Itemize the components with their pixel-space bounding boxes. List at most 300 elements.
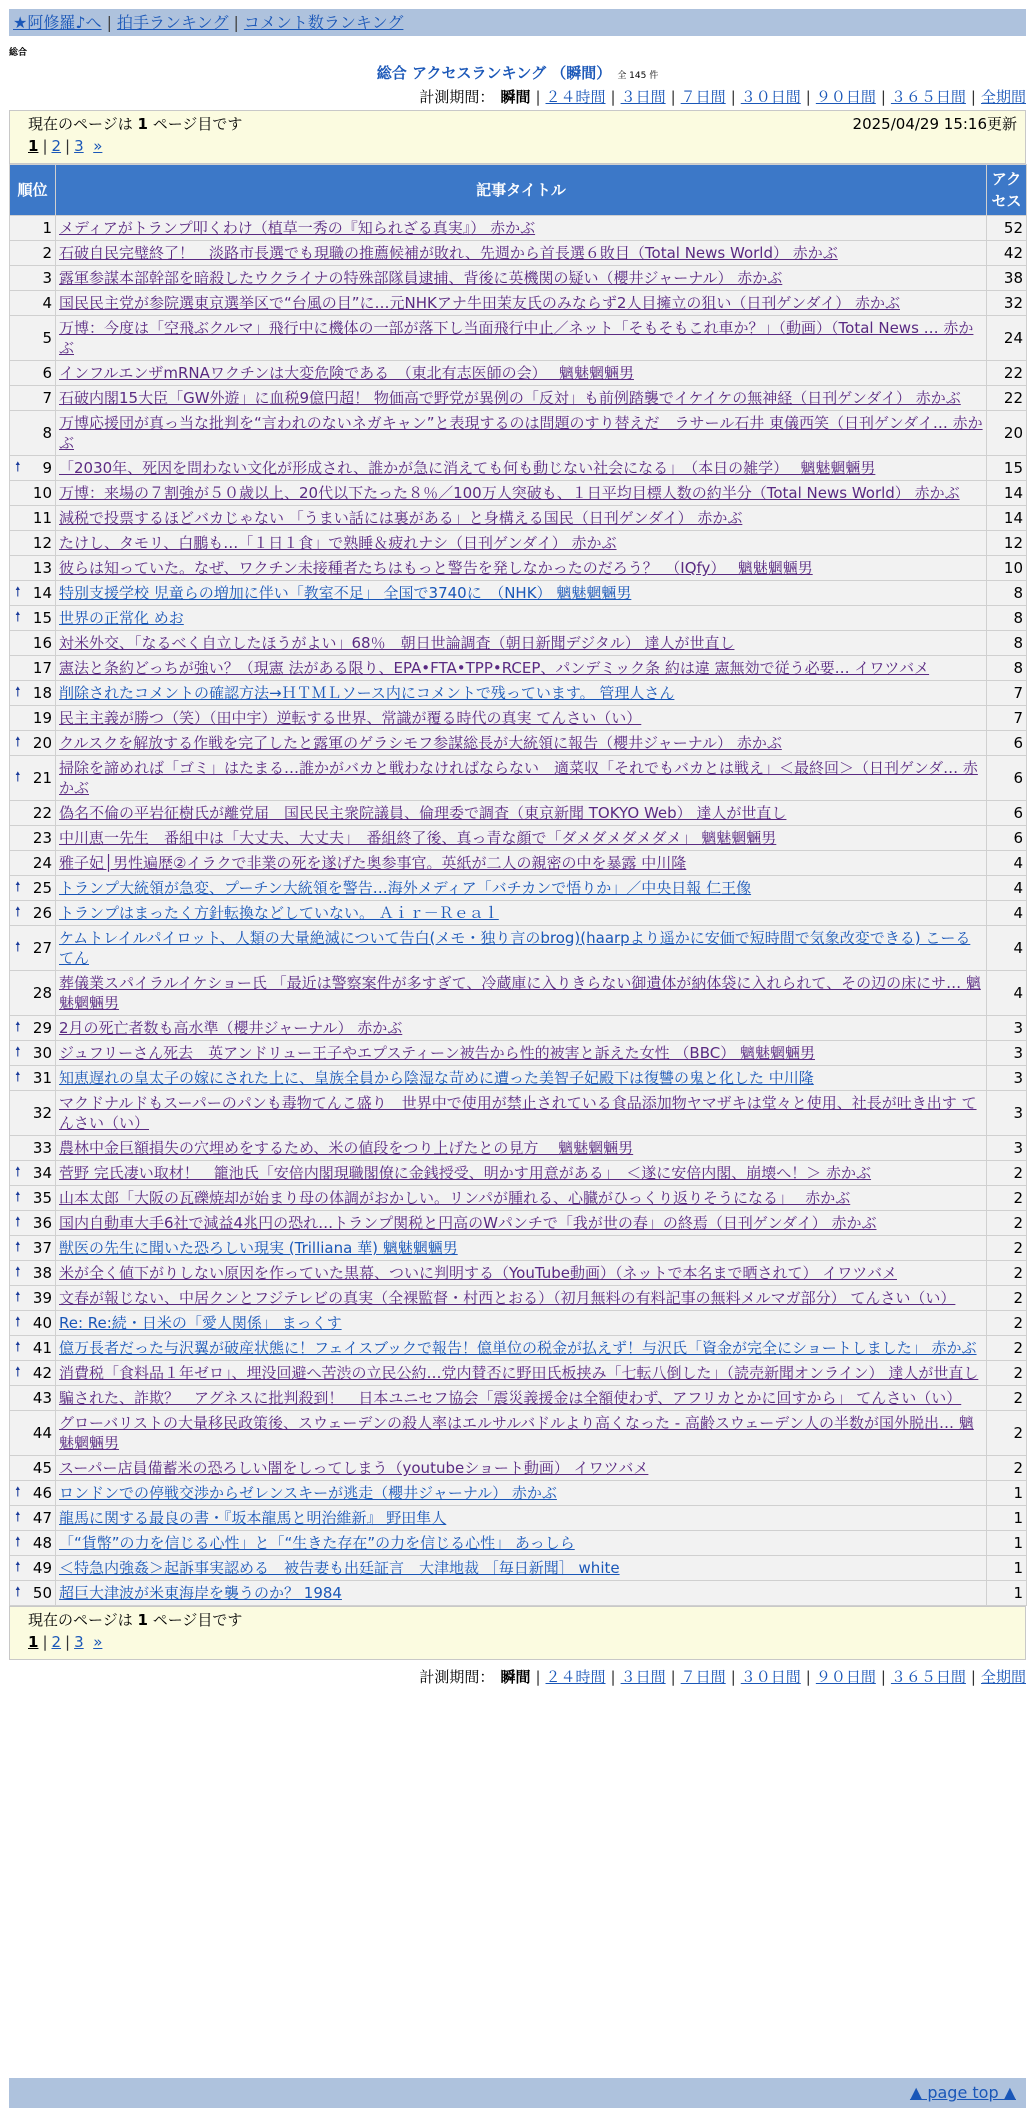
table-row bbox=[10, 851, 1027, 876]
period-separator: | bbox=[730, 88, 736, 106]
rank-cell bbox=[10, 386, 56, 411]
table-row bbox=[10, 1361, 1027, 1386]
access-count: 2 bbox=[987, 1386, 1027, 1411]
access-count: 4 bbox=[987, 876, 1027, 901]
rank-number: 46 bbox=[32, 1484, 52, 1502]
up-arrow-icon: 🠕 bbox=[15, 1510, 21, 1525]
table-row bbox=[10, 1531, 1027, 1556]
article-link[interactable]: 万博応援団が真っ当な批判を“言われのないネガキャン”と表現するのは問題のすり替えだ ラサール石井 東儀西笑（日刊ゲンダイ… 赤かぶ bbox=[59, 414, 983, 452]
title-cell bbox=[56, 411, 987, 456]
up-arrow-icon: 🠕 bbox=[15, 1585, 21, 1600]
access-count: 8 bbox=[987, 631, 1027, 656]
rank-number: 12 bbox=[32, 534, 52, 552]
table-row bbox=[10, 241, 1027, 266]
rank-cell bbox=[10, 1041, 56, 1066]
up-arrow-icon: 🠕 bbox=[15, 1045, 21, 1060]
access-count: 2 bbox=[987, 1361, 1027, 1386]
title-cell bbox=[56, 1136, 987, 1161]
page-title-text: 総合 アクセスランキング （瞬間） bbox=[376, 64, 612, 82]
access-count: 4 bbox=[987, 851, 1027, 876]
article-link[interactable]: 憲法と条約どっちが強い？（現憲 法がある限り、EPA•FTA•TPP•RCEP、パンデミック条 約は違 憲無効で従う必要… イワツバメ bbox=[59, 659, 930, 677]
period-link[interactable]: ３０日間 bbox=[740, 1668, 801, 1686]
access-count: 3 bbox=[987, 1041, 1027, 1066]
access-count: 6 bbox=[987, 801, 1027, 826]
article-link[interactable]: 特別支援学校 児童らの増加に伴い「教室不足」 全国で3740に （NHK） 魑魅魍魎男 bbox=[59, 584, 632, 602]
table-row bbox=[10, 316, 1027, 361]
title-cell bbox=[56, 241, 987, 266]
title-cell bbox=[56, 291, 987, 316]
period-separator: | bbox=[535, 88, 541, 106]
title-cell bbox=[56, 556, 987, 581]
current-page-post: ページ目です bbox=[152, 115, 243, 133]
up-arrow-icon: 🠕 bbox=[15, 1190, 21, 1205]
rank-number: 45 bbox=[32, 1459, 52, 1477]
period-link[interactable]: ３６５日間 bbox=[890, 88, 966, 106]
title-cell bbox=[56, 531, 987, 556]
article-link[interactable]: トランプ大統領が急変、プーチン大統領を警告…海外メディア「バチカンで悟りか」／中央日報 仁王像 bbox=[59, 879, 752, 897]
access-count: 14 bbox=[987, 481, 1027, 506]
title-cell bbox=[56, 826, 987, 851]
table-row bbox=[10, 1506, 1027, 1531]
rank-cell bbox=[10, 361, 56, 386]
rank-number: 11 bbox=[32, 509, 52, 527]
rank-cell bbox=[10, 1016, 56, 1041]
rank-cell bbox=[10, 1556, 56, 1581]
page-link[interactable]: 2 bbox=[51, 137, 62, 155]
page-info-bottom bbox=[9, 1606, 1026, 1660]
article-link[interactable]: 農林中金巨額損失の穴埋めをするため、米の値段をつり上げたとの見方 魑魅魍魎男 bbox=[59, 1139, 634, 1157]
title-cell bbox=[56, 316, 987, 361]
title-cell bbox=[56, 481, 987, 506]
page-separator: | bbox=[42, 137, 48, 155]
article-link[interactable]: 中川恵一先生 番組中は「大丈夫、大丈夫」 番組終了後、真っ青な顔で「ダメダメダメダメ」 魑魅魍魎男 bbox=[59, 829, 777, 847]
page-link[interactable]: 3 bbox=[74, 1633, 84, 1651]
article-link[interactable]: グローバリストの大量移民政策後、スウェーデンの殺人率はエルサルバドルより高くなった - 高齢スウェーデン人の半数が国外脱出… 魑魅魍魎男 bbox=[59, 1414, 974, 1452]
rank-number: 6 bbox=[42, 364, 52, 382]
title-cell bbox=[56, 851, 987, 876]
rank-number: 31 bbox=[32, 1069, 52, 1087]
title-cell bbox=[56, 1506, 987, 1531]
title-cell bbox=[56, 1016, 987, 1041]
ranking-table bbox=[9, 164, 1027, 1606]
rank-cell bbox=[10, 826, 56, 851]
table-row bbox=[10, 801, 1027, 826]
access-count: 2 bbox=[987, 1236, 1027, 1261]
article-link[interactable]: 彼らは知っていた。なぜ、ワクチン未接種者たちはもっと警告を発しなかったのだろう？ （IQfy） 魑魅魍魎男 bbox=[59, 559, 813, 577]
table-row bbox=[10, 1481, 1027, 1506]
title-cell bbox=[56, 1556, 987, 1581]
rank-cell bbox=[10, 1456, 56, 1481]
article-link[interactable]: スーパー店員備蓄米の恐ろしい闇をしってしまう（youtubeショート動画） イワツバメ bbox=[59, 1459, 649, 1477]
up-arrow-icon: 🠕 bbox=[15, 1485, 21, 1500]
rank-cell bbox=[10, 971, 56, 1016]
article-link[interactable]: 万博：今度は「空飛ぶクルマ」飛行中に機体の一部が落下し当面飛行中止／ネット「そもそもこれ車か？」（動画）（Total News … 赤かぶ bbox=[59, 319, 974, 357]
next-page-link[interactable]: » bbox=[93, 1633, 103, 1651]
page-link[interactable]: 2 bbox=[51, 1633, 62, 1651]
table-row bbox=[10, 1161, 1027, 1186]
rank-cell bbox=[10, 581, 56, 606]
rank-cell bbox=[10, 1211, 56, 1236]
period-link[interactable]: 全期間 bbox=[980, 1668, 1026, 1686]
period-current: 瞬間 bbox=[500, 88, 531, 106]
pagination-bottom bbox=[28, 1631, 1011, 1653]
title-cell bbox=[56, 1041, 987, 1066]
period-link[interactable]: ３６５日間 bbox=[890, 1668, 966, 1686]
rank-number: 47 bbox=[32, 1509, 52, 1527]
title-cell bbox=[56, 1161, 987, 1186]
title-cell bbox=[56, 656, 987, 681]
period-separator: | bbox=[730, 1668, 736, 1686]
rank-cell bbox=[10, 1236, 56, 1261]
period-separator: | bbox=[610, 1668, 616, 1686]
period-link[interactable]: ２４時間 bbox=[545, 88, 606, 106]
title-cell bbox=[56, 1481, 987, 1506]
access-count: 1 bbox=[987, 1556, 1027, 1581]
rank-number: 34 bbox=[32, 1164, 52, 1182]
rank-number: 44 bbox=[32, 1424, 52, 1442]
article-link[interactable]: 文春が報じない、中居クンとフジテレビの真実（全裸監督・村西とおる）（初月無料の有料記事の無料メルマガ部分） てんさい（い） bbox=[59, 1289, 956, 1307]
table-row bbox=[10, 1186, 1027, 1211]
rank-cell bbox=[10, 1311, 56, 1336]
period-link[interactable]: ３日間 bbox=[620, 1668, 666, 1686]
current-page-number: 1 bbox=[137, 115, 148, 133]
title-cell bbox=[56, 361, 987, 386]
article-link[interactable]: 万博：来場の７割強が５０歳以上、20代以下たった８％／100万人突破も、１日平均目標人数の約半分（Total News World） 赤かぶ bbox=[59, 484, 960, 502]
article-link[interactable]: 雅子妃│男性遍歴②イラクで非業の死を遂げた奥参事官。英紙が二人の親密の中を暴露 中川隆 bbox=[59, 854, 687, 872]
up-arrow-icon: 🠕 bbox=[15, 735, 21, 750]
footer-bar bbox=[9, 2078, 1026, 2108]
title-cell bbox=[56, 1336, 987, 1361]
rank-cell bbox=[10, 606, 56, 631]
article-link[interactable]: 山本太郎「大阪の瓦礫焼却が始まり母の体調がおかしい。リンパが腫れる、心臓がひっくり返りそうになる」 赤かぶ bbox=[59, 1189, 851, 1207]
article-link[interactable]: ＜特急内強姦＞起訴事実認める 被告妻も出廷証言 大津地裁 ［毎日新聞］ white bbox=[59, 1559, 620, 1577]
up-arrow-icon: 🠕 bbox=[15, 1535, 21, 1550]
rank-cell bbox=[10, 1531, 56, 1556]
rank-number: 36 bbox=[32, 1214, 52, 1232]
rank-number: 27 bbox=[32, 939, 52, 957]
article-link[interactable]: メディアがトランプ叩くわけ（植草一秀の『知られざる真実』） 赤かぶ bbox=[59, 219, 536, 237]
title-cell bbox=[56, 1091, 987, 1136]
access-count: 1 bbox=[987, 1581, 1027, 1606]
article-link[interactable]: たけし、タモリ、白鵬も…「１日１食」で熟睡＆疲れナシ（日刊ゲンダイ） 赤かぶ bbox=[59, 534, 617, 552]
up-arrow-icon: 🠕 bbox=[15, 1290, 21, 1305]
article-link[interactable]: インフルエンザmRNAワクチンは大変危険である （東北有志医師の会） 魑魅魍魎男 bbox=[59, 364, 634, 382]
access-count: 4 bbox=[987, 901, 1027, 926]
rank-cell bbox=[10, 291, 56, 316]
current-page-post: ページ目です bbox=[152, 1611, 243, 1629]
next-page-link[interactable]: » bbox=[93, 137, 103, 155]
table-row bbox=[10, 1411, 1027, 1456]
rank-column-header: 順位 bbox=[10, 165, 56, 216]
rank-cell bbox=[10, 851, 56, 876]
table-row bbox=[10, 216, 1027, 241]
rank-cell bbox=[10, 656, 56, 681]
period-separator: | bbox=[970, 1668, 976, 1686]
title-cell bbox=[56, 1211, 987, 1236]
period-link[interactable]: ３０日間 bbox=[740, 88, 801, 106]
access-count: 2 bbox=[987, 1336, 1027, 1361]
article-link[interactable]: 超巨大津波が米東海岸を襲うのか？ 1984 bbox=[59, 1584, 342, 1602]
rank-cell bbox=[10, 1066, 56, 1091]
article-link[interactable]: ロンドンでの停戦交渉からゼレンスキーが逃走（櫻井ジャーナル） 赤かぶ bbox=[59, 1484, 557, 1502]
table-row bbox=[10, 1261, 1027, 1286]
top-nav-bar bbox=[9, 9, 1026, 36]
article-link[interactable]: 葬儀業スパイラルイケショー氏 「最近は警察案件が多すぎて、冷蔵庫に入りきらない御遺体が納体袋に入れられて、その辺の床にサ… 魑魅魍魎男 bbox=[59, 974, 981, 1012]
period-link[interactable]: ９０日間 bbox=[815, 88, 876, 106]
title-cell bbox=[56, 706, 987, 731]
article-link[interactable]: 国内自動車大手6社で減益4兆円の恐れ…トランプ関税と円高のWパンチで「我が世の春」の終焉（日刊ゲンダイ） 赤かぶ bbox=[59, 1214, 877, 1232]
article-link[interactable]: トランプはまったく方針転換などしていない。 Ａｉｒ－Ｒｅａｌ bbox=[59, 904, 499, 922]
up-arrow-icon: 🠕 bbox=[15, 940, 21, 955]
rank-number: 42 bbox=[32, 1364, 52, 1382]
clap-ranking-link[interactable]: 拍手ランキング bbox=[116, 13, 229, 32]
rank-cell bbox=[10, 876, 56, 901]
rank-number: 23 bbox=[32, 829, 52, 847]
access-count: 7 bbox=[987, 681, 1027, 706]
table-row bbox=[10, 1556, 1027, 1581]
table-row bbox=[10, 926, 1027, 971]
access-count: 14 bbox=[987, 506, 1027, 531]
table-row bbox=[10, 826, 1027, 851]
table-row bbox=[10, 361, 1027, 386]
access-count: 20 bbox=[987, 411, 1027, 456]
access-count: 22 bbox=[987, 386, 1027, 411]
rank-cell bbox=[10, 706, 56, 731]
rank-cell bbox=[10, 481, 56, 506]
article-link[interactable]: 騙された、詐欺？ アグネスに批判殺到！ 日本ユニセフ協会「震災義援金は全額使わず、アフリカとかに回すから」 てんさい（い） bbox=[59, 1389, 962, 1407]
up-arrow-icon: 🠕 bbox=[15, 1165, 21, 1180]
access-count: 6 bbox=[987, 826, 1027, 851]
ranking-table-body bbox=[10, 216, 1027, 1606]
access-count: 1 bbox=[987, 1531, 1027, 1556]
article-link[interactable]: 民主主義が勝つ（笑）（田中宇）逆転する世界、常識が覆る時代の真実 てんさい（い） bbox=[59, 709, 642, 727]
table-header-row bbox=[10, 165, 1027, 216]
period-link[interactable]: 全期間 bbox=[980, 88, 1026, 106]
table-row bbox=[10, 1066, 1027, 1091]
period-link[interactable]: ７日間 bbox=[680, 88, 726, 106]
rank-number: 48 bbox=[32, 1534, 52, 1552]
table-row bbox=[10, 556, 1027, 581]
rank-cell bbox=[10, 456, 56, 481]
access-count: 8 bbox=[987, 581, 1027, 606]
access-count: 52 bbox=[987, 216, 1027, 241]
rank-number: 25 bbox=[32, 879, 52, 897]
title-cell bbox=[56, 1411, 987, 1456]
page-top-link[interactable]: ▲ page top ▲ bbox=[909, 2083, 1016, 2102]
article-link[interactable]: 知恵遅れの皇太子の嫁にされた上に、皇族全員から陰湿な苛めに遭った美智子妃殿下は復讐の鬼と化した 中川隆 bbox=[59, 1069, 814, 1087]
article-link[interactable]: 億万長者だった与沢翼が破産状態に！フェイスブックで報告！億単位の税金が払えず！与沢氏「資金が完全にショートしました」 赤かぶ bbox=[59, 1339, 977, 1357]
article-link[interactable]: 露軍参謀本部幹部を暗殺したウクライナの特殊部隊員逮捕、背後に英機関の疑い（櫻井ジャーナル） 赤かぶ bbox=[59, 269, 783, 287]
rank-number: 5 bbox=[42, 329, 52, 347]
article-link[interactable]: 対米外交、「なるべく自立したほうがよい」68％ 朝日世論調査（朝日新聞デジタル） 達人が世直し bbox=[59, 634, 735, 652]
rank-number: 13 bbox=[32, 559, 52, 577]
article-link[interactable]: 世界の正常化 めお bbox=[59, 609, 184, 627]
period-separator: | bbox=[970, 88, 976, 106]
access-count: 1 bbox=[987, 1506, 1027, 1531]
rank-number: 15 bbox=[32, 609, 52, 627]
table-row bbox=[10, 631, 1027, 656]
period-separator: | bbox=[805, 1668, 811, 1686]
article-link[interactable]: 掃除を諦めれば「ゴミ」はたまる…誰かがバカと戦わなければならない 適菜収「それでもバカとは戦え」＜最終回＞（日刊ゲンダ… 赤かぶ bbox=[59, 759, 978, 797]
updated-timestamp: 2025/04/29 15:16更新 bbox=[852, 115, 1017, 133]
period-link[interactable]: ７日間 bbox=[680, 1668, 726, 1686]
period-separator: | bbox=[670, 1668, 676, 1686]
table-row bbox=[10, 1211, 1027, 1236]
rank-number: 17 bbox=[32, 659, 52, 677]
rank-number: 41 bbox=[32, 1339, 52, 1357]
rank-number: 39 bbox=[32, 1289, 52, 1307]
article-link[interactable]: 菅野 完氏凄い取材！ 籠池氏「安倍内閣現職閣僚に金銭授受、明かす用意がある」 ＜遂に安倍内閣、崩壊へ！＞ 赤かぶ bbox=[59, 1164, 872, 1182]
article-link[interactable]: 龍馬に関する最良の書・『坂本龍馬と明治維新』 野田隼人 bbox=[59, 1509, 447, 1527]
article-link[interactable]: 消費税「食料品１年ゼロ」、埋没回避へ苦渋の立民公約…党内賛否に野田氏板挟み「七転八倒した」（読売新聞オンライン） 達人が世直し bbox=[59, 1364, 979, 1382]
access-count: 3 bbox=[987, 1136, 1027, 1161]
page-link[interactable]: 3 bbox=[74, 137, 84, 155]
rank-number: 37 bbox=[32, 1239, 52, 1257]
rank-cell bbox=[10, 1186, 56, 1211]
article-link[interactable]: 石破自民完璧終了！ 淡路市長選でも現職の推薦候補が敗れ、先週から首長選６敗目（Total News World） 赤かぶ bbox=[59, 244, 838, 262]
rank-number: 38 bbox=[32, 1264, 52, 1282]
title-cell bbox=[56, 876, 987, 901]
title-cell bbox=[56, 1456, 987, 1481]
table-row bbox=[10, 1091, 1027, 1136]
period-separator: | bbox=[805, 88, 811, 106]
table-row bbox=[10, 1311, 1027, 1336]
up-arrow-icon: 🠕 bbox=[15, 1560, 21, 1575]
rank-number: 7 bbox=[42, 389, 52, 407]
title-cell bbox=[56, 731, 987, 756]
article-link[interactable]: 2月の死亡者数も高水準（櫻井ジャーナル） 赤かぶ bbox=[59, 1019, 403, 1037]
rank-cell bbox=[10, 316, 56, 361]
rank-cell bbox=[10, 1506, 56, 1531]
rank-number: 43 bbox=[32, 1389, 52, 1407]
article-link[interactable]: ジュフリーさん死去 英アンドリュー王子やエプスティーン被告から性的被害と訴えた女性 （BBC） 魑魅魍魎男 bbox=[59, 1044, 815, 1062]
article-link[interactable]: 石破内閣15大臣「GW外遊」に血税9億円超！ 物価高で野党が異例の「反対」も前例踏襲でイケイケの無神経（日刊ゲンダイ） 赤かぶ bbox=[59, 389, 961, 407]
up-arrow-icon: 🠕 bbox=[15, 1265, 21, 1280]
period-link[interactable]: ９０日間 bbox=[815, 1668, 876, 1686]
title-cell bbox=[56, 581, 987, 606]
table-row bbox=[10, 971, 1027, 1016]
article-link[interactable]: 「2030年、死因を問わない文化が形成され、誰かが急に消えても何も動じない社会になる」 （本日の雑学） 魑魅魍魎男 bbox=[59, 459, 876, 477]
period-link[interactable]: ２４時間 bbox=[545, 1668, 606, 1686]
article-link[interactable]: ケムトレイルパイロット、人類の大量絶滅について告白(メモ・独り言のbrog)(haarpより遥かに安価で短時間で気象改変できる) こーるてん bbox=[59, 929, 971, 967]
rank-number: 1 bbox=[42, 219, 52, 237]
article-link[interactable]: クルスクを解放する作戦を完了したと露軍のゲラシモフ参謀総長が大統領に報告（櫻井ジャーナル） 赤かぶ bbox=[59, 734, 782, 752]
up-arrow-icon: 🠕 bbox=[15, 1340, 21, 1355]
up-arrow-icon: 🠕 bbox=[15, 460, 21, 475]
table-row bbox=[10, 681, 1027, 706]
table-row bbox=[10, 606, 1027, 631]
period-separator: | bbox=[610, 88, 616, 106]
article-link[interactable]: 削除されたコメントの確認方法→ＨＴＭＬソース内にコメントで残っています。 管理人さん bbox=[59, 684, 675, 702]
rank-cell bbox=[10, 266, 56, 291]
comment-ranking-link[interactable]: コメント数ランキング bbox=[243, 13, 404, 32]
rank-number: 22 bbox=[32, 804, 52, 822]
article-link[interactable]: 米が全く値下がりしない原因を作っていた黒幕、ついに判明する（YouTube動画）（ネットで本名まで晒されて） イワツバメ bbox=[59, 1264, 897, 1282]
period-selector-top bbox=[419, 86, 1026, 107]
table-row bbox=[10, 1386, 1027, 1411]
rank-number: 3 bbox=[42, 269, 52, 287]
up-arrow-icon: 🠕 bbox=[15, 1315, 21, 1330]
pagination-top bbox=[28, 135, 1011, 157]
title-cell bbox=[56, 971, 987, 1016]
title-cell bbox=[56, 216, 987, 241]
rank-number: 40 bbox=[32, 1314, 52, 1332]
title-cell bbox=[56, 1066, 987, 1091]
access-count: 7 bbox=[987, 706, 1027, 731]
rank-cell bbox=[10, 556, 56, 581]
rank-cell bbox=[10, 756, 56, 801]
title-cell bbox=[56, 456, 987, 481]
table-row bbox=[10, 531, 1027, 556]
rank-number: 26 bbox=[32, 904, 52, 922]
access-count: 4 bbox=[987, 971, 1027, 1016]
table-row bbox=[10, 581, 1027, 606]
item-count: 全 145 件 bbox=[617, 71, 659, 81]
period-separator: | bbox=[880, 88, 886, 106]
rank-number: 29 bbox=[32, 1019, 52, 1037]
up-arrow-icon: 🠕 bbox=[15, 880, 21, 895]
access-count: 22 bbox=[987, 361, 1027, 386]
rank-number: 35 bbox=[32, 1189, 52, 1207]
page-current: 1 bbox=[28, 137, 39, 155]
article-link[interactable]: マクドナルドもスーパーのパンも毒物てんこ盛り 世界中で使用が禁止されている食品添加物ヤマザキは堂々と使用、社長が吐き出す てんさい（い） bbox=[59, 1094, 977, 1132]
article-link[interactable]: 偽名不倫の平岩征樹氏が離党届 国民民主衆院議員、倫理委で調査（東京新聞 TOKYO Web） 達人が世直し bbox=[59, 804, 787, 822]
period-current: 瞬間 bbox=[500, 1668, 531, 1686]
rank-number: 4 bbox=[42, 294, 52, 312]
table-row bbox=[10, 1286, 1027, 1311]
article-link[interactable]: Re: Re:続・日米の「愛人関係」 まっくす bbox=[59, 1314, 342, 1332]
article-link[interactable]: 「“貨幣”の力を信じる心性」と「“生きた存在”の力を信じる心性」 あっしら bbox=[59, 1534, 575, 1552]
access-count: 6 bbox=[987, 756, 1027, 801]
rank-cell bbox=[10, 1361, 56, 1386]
current-page-number: 1 bbox=[137, 1611, 148, 1629]
rank-cell bbox=[10, 1411, 56, 1456]
access-count: 2 bbox=[987, 1211, 1027, 1236]
up-arrow-icon: 🠕 bbox=[15, 1365, 21, 1380]
title-cell bbox=[56, 1186, 987, 1211]
rank-number: 10 bbox=[32, 484, 52, 502]
table-row bbox=[10, 1581, 1027, 1606]
period-label: 計測期間： bbox=[419, 1668, 495, 1686]
table-row bbox=[10, 1336, 1027, 1361]
access-count: 12 bbox=[987, 531, 1027, 556]
access-count: 3 bbox=[987, 1091, 1027, 1136]
article-link[interactable]: 国民民主党が参院選東京選挙区で“台風の目”に…元NHKアナ牛田茉友氏のみならず2人目擁立の狙い（日刊ゲンダイ） 赤かぶ bbox=[59, 294, 900, 312]
article-link[interactable]: 減税で投票するほどバカじゃない 「うまい話には裏がある」と身構える国民（日刊ゲンダイ） 赤かぶ bbox=[59, 509, 743, 527]
rank-cell bbox=[10, 1336, 56, 1361]
access-count: 32 bbox=[987, 291, 1027, 316]
rank-cell bbox=[10, 731, 56, 756]
table-row bbox=[10, 456, 1027, 481]
page-info-top bbox=[9, 110, 1026, 164]
title-cell bbox=[56, 606, 987, 631]
rank-number: 16 bbox=[32, 634, 52, 652]
period-link[interactable]: ３日間 bbox=[620, 88, 666, 106]
title-cell bbox=[56, 756, 987, 801]
access-count: 10 bbox=[987, 556, 1027, 581]
rank-number: 21 bbox=[32, 769, 52, 787]
rank-number: 8 bbox=[42, 424, 52, 442]
access-count: 6 bbox=[987, 731, 1027, 756]
current-page-pre: 現在のページは bbox=[28, 1611, 133, 1629]
table-row bbox=[10, 506, 1027, 531]
access-count: 24 bbox=[987, 316, 1027, 361]
table-row bbox=[10, 1236, 1027, 1261]
home-link[interactable]: ★阿修羅♪へ bbox=[13, 13, 102, 32]
access-count: 8 bbox=[987, 656, 1027, 681]
up-arrow-icon: 🠕 bbox=[15, 610, 21, 625]
article-link[interactable]: 獣医の先生に聞いた恐ろしい現実 (Trilliana 華) 魑魅魍魎男 bbox=[59, 1239, 458, 1257]
